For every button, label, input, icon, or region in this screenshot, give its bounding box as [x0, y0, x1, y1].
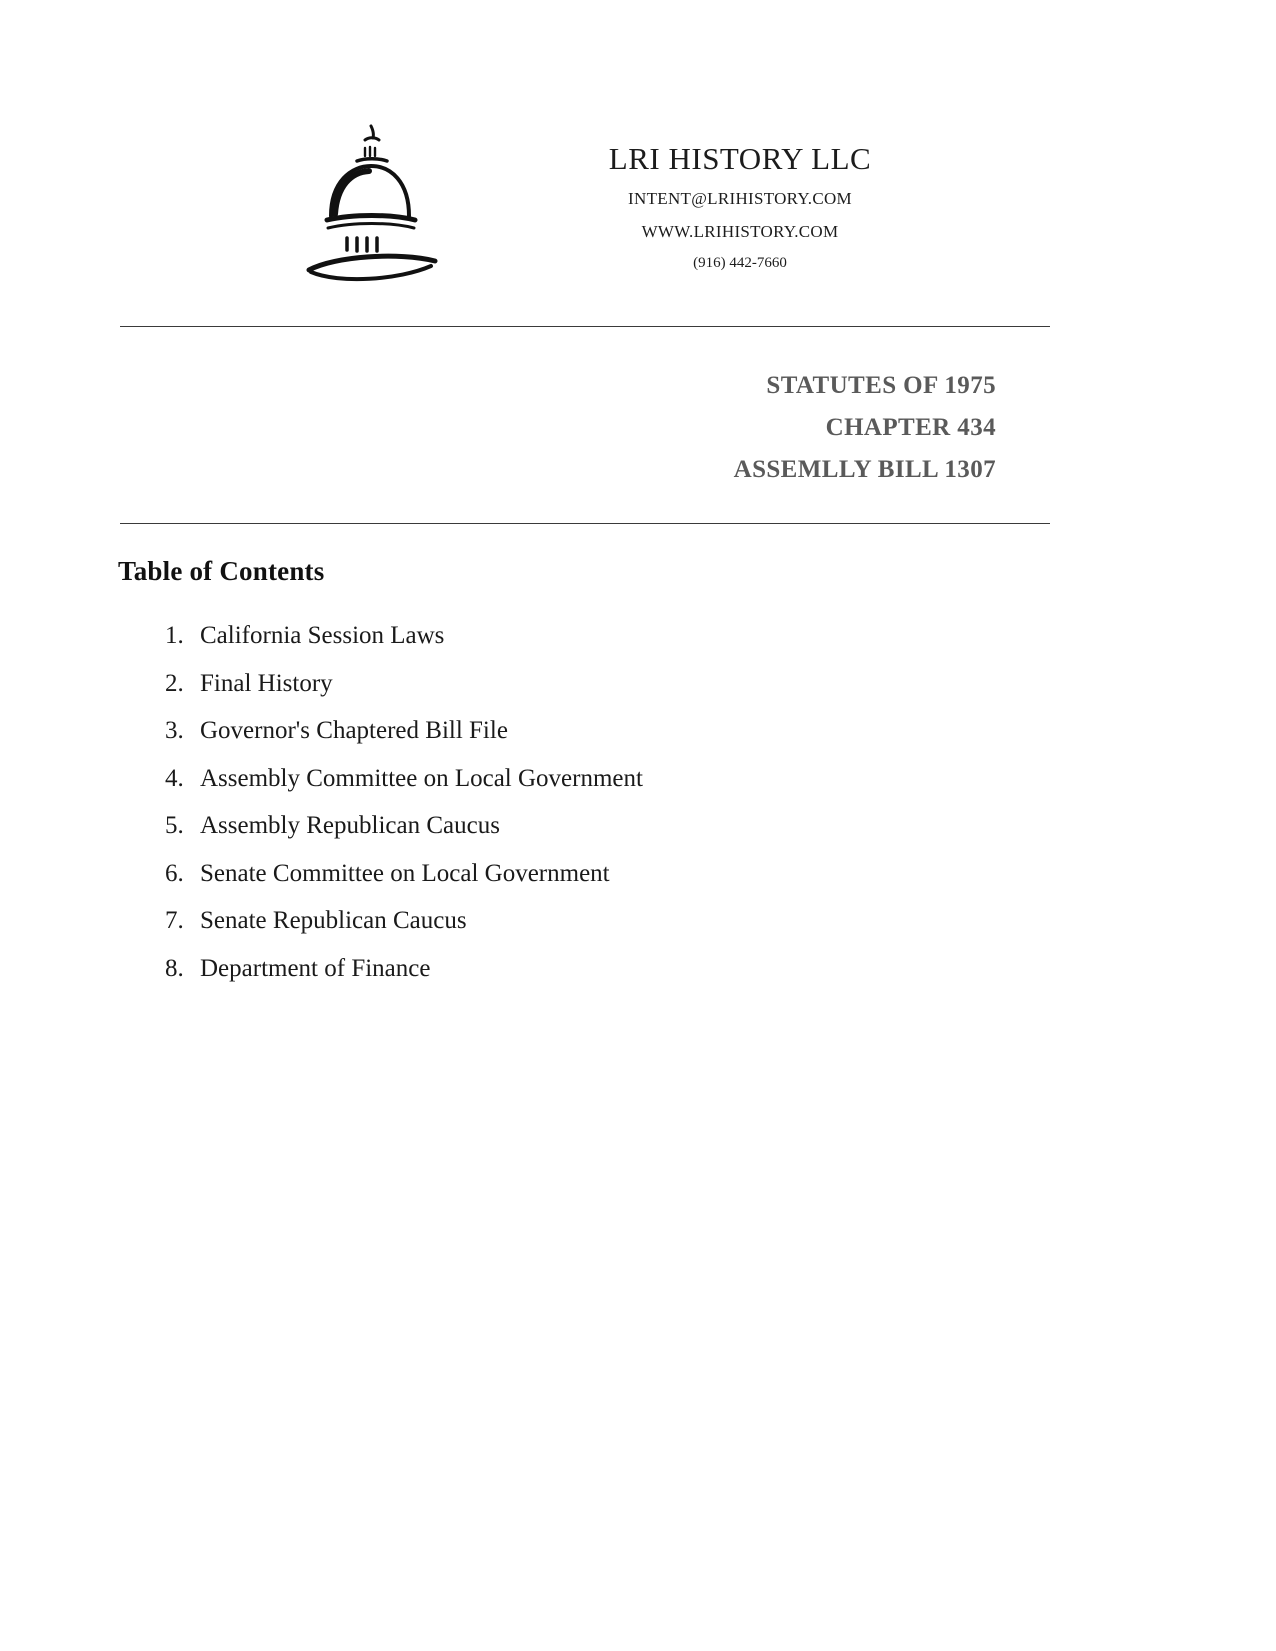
list-item: 3. Governor's Chaptered Bill File — [190, 707, 643, 755]
company-name: LRI HISTORY LLC — [608, 141, 872, 176]
list-item: 7. Senate Republican Caucus — [190, 897, 643, 945]
divider-bottom — [120, 523, 1050, 524]
letterhead — [120, 120, 1156, 300]
divider-top — [120, 326, 1050, 327]
bill-line: ASSEMLLY BILL 1307 — [733, 456, 996, 483]
table-of-contents-heading: Table of Contents — [118, 556, 325, 586]
brand-block — [460, 142, 1020, 272]
list-item: 8. Department of Finance — [190, 945, 643, 993]
document-title-block — [120, 365, 996, 491]
company-website: WWW.LRIHISTORY.COM — [641, 222, 839, 242]
table-of-contents-list — [118, 612, 643, 992]
list-item: 2. Final History — [190, 660, 643, 708]
chapter-line: CHAPTER 434 — [825, 414, 996, 441]
company-phone: (916) 442-7660 — [693, 255, 787, 272]
list-item: 1. California Session Laws — [190, 612, 643, 660]
list-item: 4. Assembly Committee on Local Government — [190, 755, 643, 803]
company-email: INTENT@LRIHISTORY.COM — [628, 189, 852, 209]
statutes-line: STATUTES OF 1975 — [766, 372, 996, 399]
list-item: 5. Assembly Republican Caucus — [190, 802, 643, 850]
capitol-dome-icon — [295, 120, 445, 285]
list-item: 6. Senate Committee on Local Government — [190, 850, 643, 898]
